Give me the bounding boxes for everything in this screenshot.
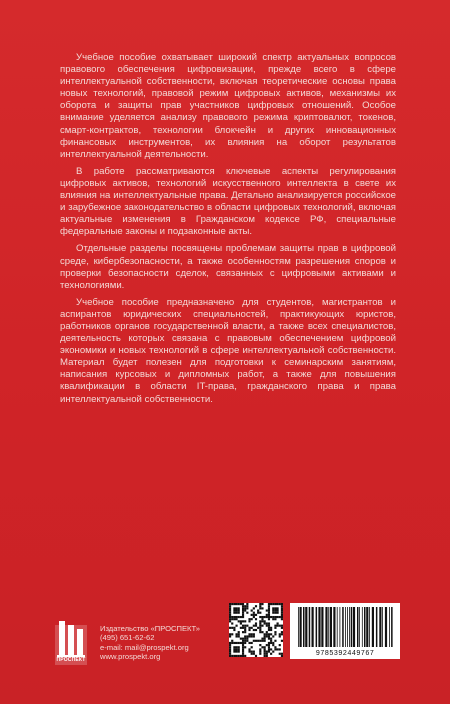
publisher-logo bbox=[54, 621, 88, 665]
publisher-name: Издательство «ПРОСПЕКТ» bbox=[100, 624, 201, 633]
publisher-email: e-mail: mail@prospekt.org bbox=[100, 642, 189, 652]
publisher-info bbox=[100, 624, 200, 662]
qr-code-icon bbox=[229, 603, 283, 657]
isbn-number: 9785392449767 bbox=[315, 650, 375, 658]
paragraph-4: Учебное пособие предназначено для студентов, магистрантов и аспирантов юридических специальностей, практикующих юристов, работников органов государственной власти, а также всех специалистов, деятельность которых связана с правовым обеспечением цифровой экономики и новых технологий в сфере интеллектуальной собственности. Материал будет полезен для подготовки к семинарским занятиям, написания курсовых и дипломных работ, а также для повышения квалификации в области IT-права, гражданского права и права интеллектуальной собственности. bbox=[60, 296, 396, 405]
isbn-barcode bbox=[290, 603, 400, 659]
annotation-text bbox=[60, 52, 396, 411]
paragraph-1: Учебное пособие охватывает широкий спектр актуальных вопросов правового обеспечения цифровизации, прежде всего в сфере интеллектуальной собственности, включая теоретические основы права новых технологий, правовой режим цифровых активов, механизмы их оборота и защиты прав участников цифровых отношений. Особое внимание уделяется анализу правового режима криптовалют, токенов, смарт-контрактов, технологии блокчейн и других инновационных финансовых инструментов, их влияния на оборот результатов интеллектуальной деятельности. bbox=[60, 52, 396, 160]
paragraph-2: В работе рассматриваются ключевые аспекты регулирования цифровых активов, технологий искусственного интеллекта в свете их влияния на интеллектуальные права. Детально анализируется российское и зарубежное законодательство в области цифровых технологий, включая актуальные изменения в Гражданском кодексе РФ, специальные федеральные законы и подзаконные акты. bbox=[60, 165, 396, 238]
barcode-icon bbox=[290, 603, 400, 649]
publisher-phone: (495) 651-62-62 bbox=[100, 633, 155, 643]
paragraph-3: Отдельные разделы посвящены проблемам защиты прав в цифровой среде, кибербезопасности, а также особенностям разрешения споров и проверки безопасности сделок, связанных с цифровыми активами и технологиями. bbox=[60, 243, 396, 291]
qr-code bbox=[229, 603, 283, 657]
logo-label: ПРОСПЕКТ bbox=[56, 657, 86, 663]
publisher-website: www.prospekt.org bbox=[100, 652, 161, 662]
